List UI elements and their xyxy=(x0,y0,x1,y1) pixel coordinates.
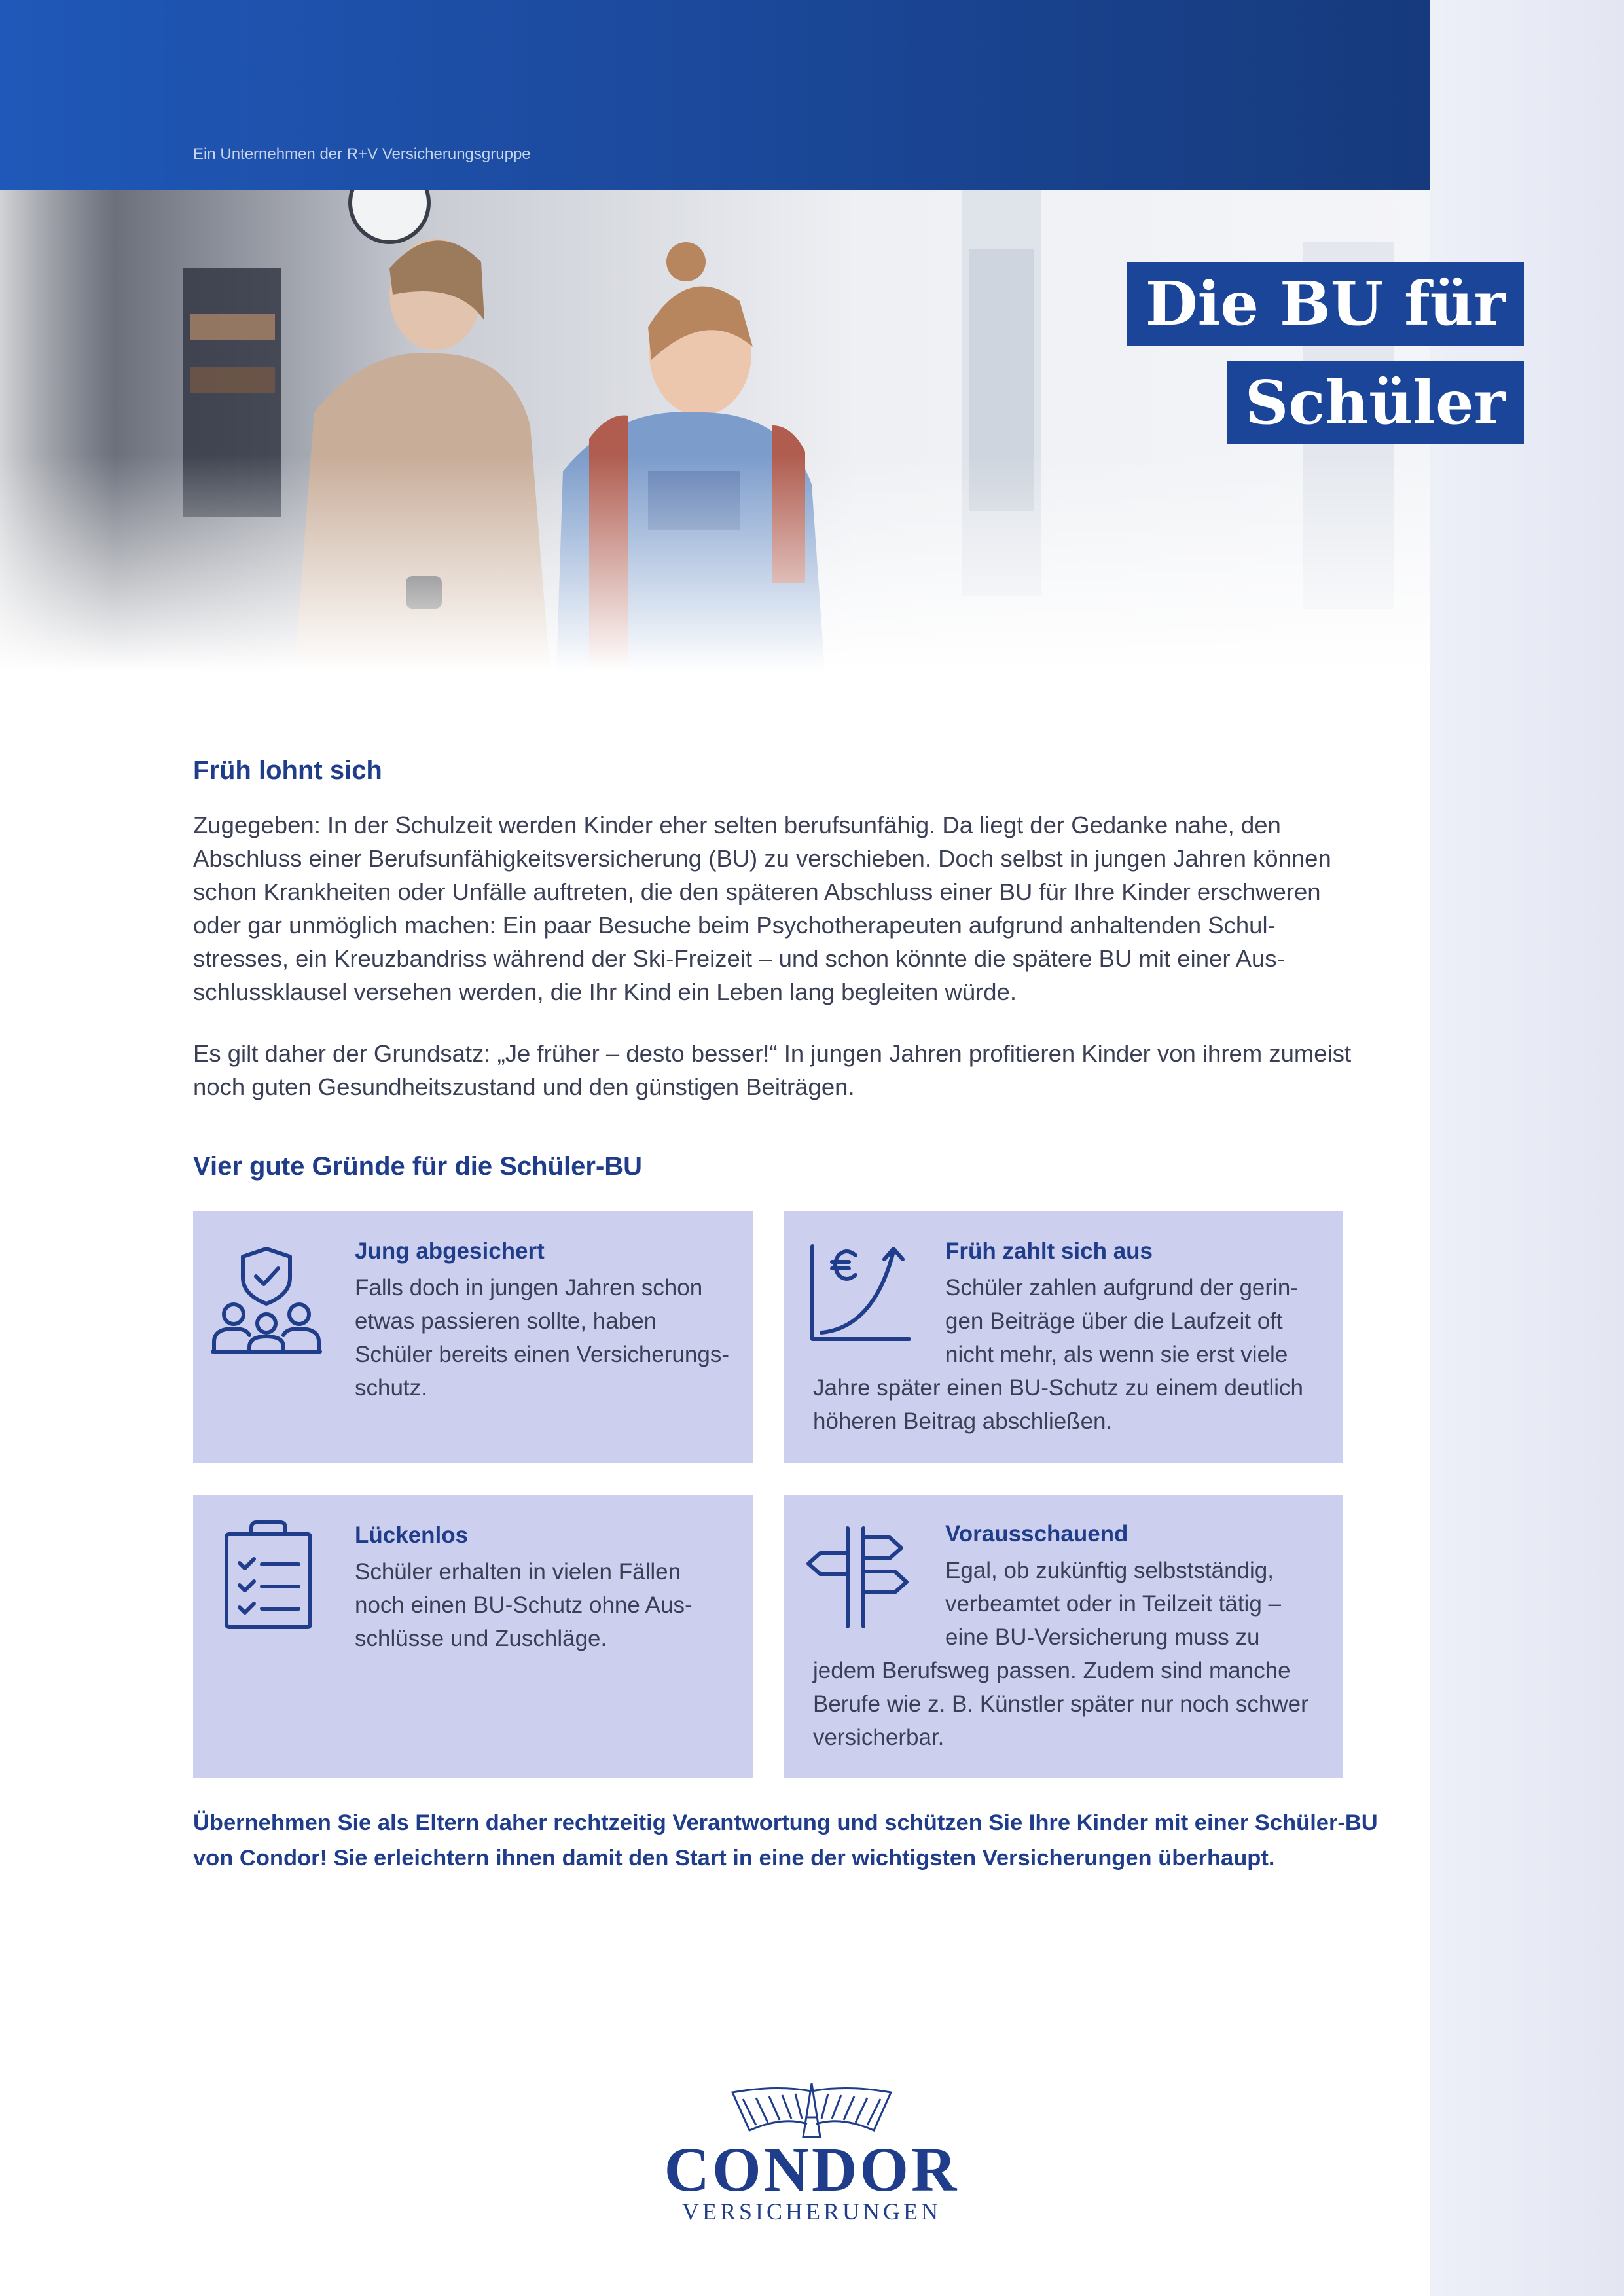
card-text xyxy=(355,1271,729,1405)
principle-line: noch guten Gesundheitszustand und den günstigen Beiträgen. xyxy=(193,1073,855,1100)
section-heading-frueh: Früh lohnt sich xyxy=(193,756,382,785)
intro-line: schon Krankheiten oder Unfälle auftreten, die den späteren Abschluss einer BU für Ihre Kinder erschweren xyxy=(193,878,1321,905)
card-line: schlüsse und Zuschläge. xyxy=(355,1626,607,1651)
card-text xyxy=(945,1554,1281,1654)
card-title: Lückenlos xyxy=(355,1522,469,1548)
family-shield-icon xyxy=(206,1244,327,1358)
euro-growth-chart-icon xyxy=(808,1242,913,1344)
clipboard-checklist-icon xyxy=(223,1520,314,1631)
reason-card-vorausschauend xyxy=(784,1495,1343,1778)
closing-line: Übernehmen Sie als Eltern daher rechtzeitig Verantwortung und schützen Sie Ihre Kinder mit einer Schüler-BU xyxy=(193,1810,1378,1835)
card-text xyxy=(355,1555,693,1655)
logo-name: CONDOR xyxy=(664,2134,960,2204)
intro-line: Abschluss einer Berufsunfähigkeitsversicherung (BU) zu verschieben. Doch selbst in jungen Jahren können xyxy=(193,845,1331,872)
hero-title-line-2: Schüler xyxy=(1227,361,1524,444)
reason-card-jung-abgesichert xyxy=(193,1211,753,1463)
hero-title-line-1: Die BU für xyxy=(1127,262,1524,346)
card-title: Jung abgesichert xyxy=(355,1238,545,1264)
principle-paragraph xyxy=(193,1037,1352,1103)
card-title: Vorausschauend xyxy=(945,1521,1128,1547)
reason-card-frueh-zahlt-sich-aus xyxy=(784,1211,1343,1463)
card-line: höheren Beitrag abschließen. xyxy=(813,1408,1113,1434)
card-line: Schüler zahlen aufgrund der gerin- xyxy=(945,1275,1298,1300)
intro-line: stresses, ein Kreuzbandriss während der Ski-Freizeit – und schon könnte die spätere BU mit einer Aus- xyxy=(193,945,1285,972)
card-line: Berufe wie z. B. Künstler später nur noch schwer xyxy=(813,1691,1308,1717)
condor-logo xyxy=(615,2075,1008,2225)
card-line: noch einen BU-Schutz ohne Aus- xyxy=(355,1592,693,1618)
card-line: Schüler bereits einen Versicherungs- xyxy=(355,1342,729,1367)
card-line: eine BU-Versicherung muss zu xyxy=(945,1624,1260,1650)
card-text xyxy=(945,1271,1298,1371)
closing-line: von Condor! Sie erleichtern ihnen damit den Start in eine der wichtigsten Versicherungen überhaupt. xyxy=(193,1846,1275,1871)
card-line: schutz. xyxy=(355,1375,427,1401)
card-text-continued xyxy=(813,1654,1308,1754)
card-line: verbeamtet oder in Teilzeit tätig – xyxy=(945,1591,1281,1617)
card-line: jedem Berufsweg passen. Zudem sind manche xyxy=(813,1658,1291,1683)
card-line: etwas passieren sollte, haben xyxy=(355,1308,657,1334)
card-line: versicherbar. xyxy=(813,1725,945,1750)
logo-subtitle: VERSICHERUNGEN xyxy=(681,2198,941,2225)
card-line: Egal, ob zukünftig selbstständig, xyxy=(945,1558,1274,1583)
intro-line: oder gar unmöglich machen: Ein paar Besuche beim Psychotherapeuten aufgrund anhaltenden Schul- xyxy=(193,912,1276,939)
card-text-continued xyxy=(813,1371,1303,1438)
card-line: nicht mehr, als wenn sie erst viele xyxy=(945,1342,1288,1367)
header-tagline: Ein Unternehmen der R+V Versicherungsgruppe xyxy=(193,145,531,163)
closing-statement xyxy=(193,1805,1378,1876)
principle-line: Es gilt daher der Grundsatz: „Je früher – desto besser!“ In jungen Jahren profitieren Kinder von ihrem zumeist xyxy=(193,1040,1352,1067)
card-line: gen Beiträge über die Laufzeit oft xyxy=(945,1308,1283,1334)
card-line: Falls doch in jungen Jahren schon xyxy=(355,1275,703,1300)
section-heading-gruende: Vier gute Gründe für die Schüler-BU xyxy=(193,1152,643,1181)
card-line: Schüler erhalten in vielen Fällen xyxy=(355,1559,681,1585)
intro-line: Zugegeben: In der Schulzeit werden Kinder eher selten berufsunfähig. Da liegt der Gedanke nahe, den xyxy=(193,812,1281,838)
intro-paragraph xyxy=(193,808,1342,1009)
card-title: Früh zahlt sich aus xyxy=(945,1238,1153,1264)
signpost-icon xyxy=(803,1524,911,1629)
reason-card-lueckenlos xyxy=(193,1495,753,1778)
card-line: Jahre später einen BU-Schutz zu einem deutlich xyxy=(813,1375,1304,1401)
condor-bird-icon xyxy=(730,2078,893,2140)
intro-line: schlussklausel versehen werden, die Ihr Kind ein Leben lang begleiten würde. xyxy=(193,978,1017,1005)
